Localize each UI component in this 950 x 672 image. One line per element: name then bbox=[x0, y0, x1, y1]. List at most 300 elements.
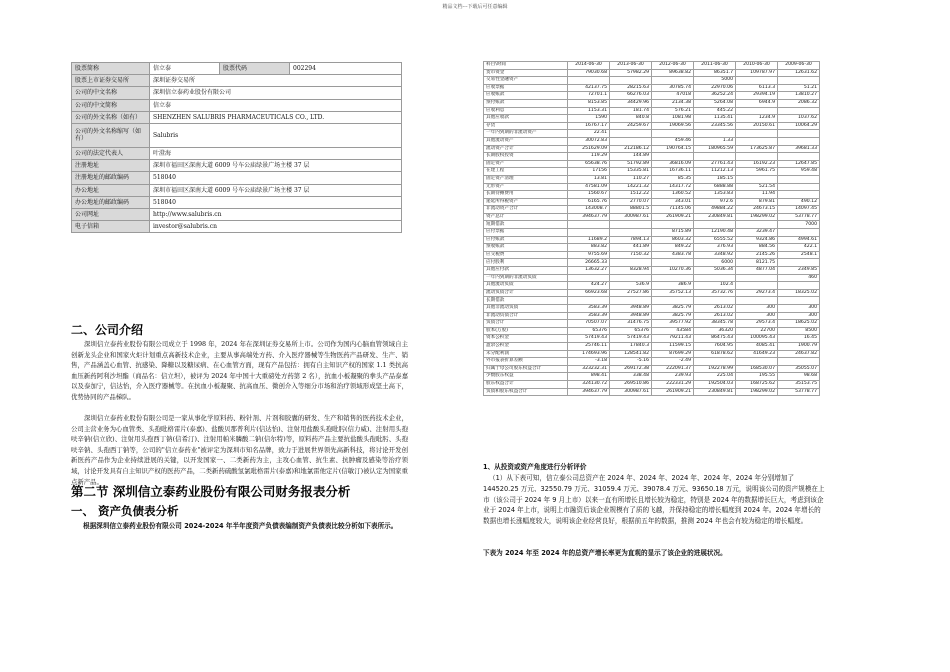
amount-cell: 89638.82 bbox=[652, 69, 694, 77]
amount-cell bbox=[778, 282, 820, 290]
amount-cell: 5000 bbox=[694, 77, 736, 85]
amount-cell bbox=[568, 229, 610, 237]
info-row bbox=[72, 75, 402, 87]
main-section-title: 第二节 深圳信立泰药业股份有限公司财务报表分析 bbox=[71, 484, 351, 499]
account-name-cell: 其他流动资产 bbox=[484, 137, 568, 145]
subsection-title: 一、 资产负债表分析 bbox=[71, 504, 179, 518]
amount-cell: 36252.24 bbox=[694, 92, 736, 100]
amount-cell: 22700 bbox=[736, 327, 778, 335]
amount-cell: 4994.61 bbox=[778, 236, 820, 244]
amount-cell: 6000 bbox=[694, 259, 736, 267]
info-value: 深圳信立泰药业股份有限公司 bbox=[150, 87, 402, 99]
amount-cell: 85.35 bbox=[652, 175, 694, 183]
balance-sheet-row bbox=[484, 388, 820, 396]
account-name-cell: 资产总计 bbox=[484, 213, 568, 221]
amount-cell: 849.22 bbox=[652, 244, 694, 252]
amount-cell: 128541.82 bbox=[610, 350, 652, 358]
account-name-cell: 存货 bbox=[484, 122, 568, 130]
amount-cell bbox=[610, 297, 652, 305]
info-label: 注册地址的邮政编码 bbox=[72, 172, 150, 184]
amount-cell: 35732.76 bbox=[694, 289, 736, 297]
balance-sheet-row bbox=[484, 312, 820, 320]
account-name-cell: 预收账款 bbox=[484, 244, 568, 252]
amount-cell bbox=[736, 130, 778, 138]
amount-cell: 181.74 bbox=[610, 107, 652, 115]
amount-cell bbox=[610, 259, 652, 267]
amount-cell: 51792.89 bbox=[610, 160, 652, 168]
amount-cell: 300 bbox=[778, 312, 820, 320]
balance-sheet-row bbox=[484, 327, 820, 335]
account-name-cell: 长期待摊费用 bbox=[484, 191, 568, 199]
amount-cell: 2086.32 bbox=[778, 99, 820, 107]
account-name-cell: 无形资产 bbox=[484, 183, 568, 191]
account-name-cell: 应付账款 bbox=[484, 236, 568, 244]
amount-cell: 1900.79 bbox=[778, 342, 820, 350]
amount-cell: 343.01 bbox=[652, 198, 694, 206]
amount-cell: 61878.62 bbox=[694, 350, 736, 358]
amount-cell: 2145.26 bbox=[736, 251, 778, 259]
amount-cell: 87699.29 bbox=[652, 350, 694, 358]
amount-cell: 1512.22 bbox=[610, 191, 652, 199]
amount-cell: 16.45 bbox=[778, 335, 820, 343]
amount-cell: 35055.07 bbox=[778, 365, 820, 373]
info-row bbox=[72, 99, 402, 111]
account-name-cell: 股本(万股) bbox=[484, 327, 568, 335]
balance-sheet-row bbox=[484, 221, 820, 229]
info-row bbox=[72, 160, 402, 172]
amount-cell: 2349.85 bbox=[778, 267, 820, 275]
amount-cell: 9755.69 bbox=[568, 251, 610, 259]
amount-cell: 86351.7 bbox=[694, 69, 736, 77]
amount-cell bbox=[778, 183, 820, 191]
amount-cell: 168725.62 bbox=[736, 380, 778, 388]
amount-cell: 2613.02 bbox=[694, 305, 736, 313]
amount-cell: 17156 bbox=[568, 168, 610, 176]
balance-sheet-row bbox=[484, 77, 820, 85]
balance-sheet-row bbox=[484, 297, 820, 305]
amount-cell: 536.9 bbox=[610, 282, 652, 290]
info-value: http://www.salubris.cn bbox=[150, 208, 402, 220]
amount-cell: 459.46 bbox=[652, 137, 694, 145]
amount-cell: 445.22 bbox=[694, 107, 736, 115]
info-label: 公司网址 bbox=[72, 208, 150, 220]
balance-sheet-row bbox=[484, 251, 820, 259]
account-name-cell: 长期借款 bbox=[484, 297, 568, 305]
info-row bbox=[72, 221, 402, 233]
info-label: 公司的中文名称 bbox=[72, 87, 150, 99]
amount-cell: 31476.75 bbox=[610, 320, 652, 328]
amount-cell: 192504.03 bbox=[694, 380, 736, 388]
amount-cell: 300987.61 bbox=[610, 388, 652, 396]
info-label: 公司的法定代表人 bbox=[72, 147, 150, 159]
amount-cell: 13.81 bbox=[568, 175, 610, 183]
balance-sheet-row bbox=[484, 259, 820, 267]
amount-cell: 884.56 bbox=[736, 244, 778, 252]
amount-cell bbox=[778, 191, 820, 199]
amount-cell bbox=[568, 297, 610, 305]
amount-cell: 86475.43 bbox=[694, 335, 736, 343]
amount-cell: 2548.1 bbox=[778, 251, 820, 259]
amount-cell: 15335.81 bbox=[610, 168, 652, 176]
amount-cell bbox=[736, 77, 778, 85]
amount-cell: 269510.86 bbox=[610, 380, 652, 388]
amount-cell: 1353.83 bbox=[694, 191, 736, 199]
column-header: 2014-06-30 bbox=[568, 62, 610, 70]
amount-cell: 251629.09 bbox=[568, 145, 610, 153]
amount-cell: 49884.22 bbox=[694, 206, 736, 214]
info-value: 深圳证券交易所 bbox=[150, 75, 402, 87]
amount-cell: 386.9 bbox=[652, 282, 694, 290]
amount-cell bbox=[568, 274, 610, 282]
amount-cell bbox=[736, 282, 778, 290]
amount-cell: 222091.37 bbox=[652, 365, 694, 373]
amount-cell: 13632.27 bbox=[568, 267, 610, 275]
info-row bbox=[72, 208, 402, 220]
amount-cell bbox=[610, 130, 652, 138]
amount-cell: 23345.56 bbox=[694, 122, 736, 130]
amount-cell bbox=[652, 297, 694, 305]
balance-sheet-row bbox=[484, 115, 820, 123]
balance-sheet-row bbox=[484, 183, 820, 191]
account-name-cell: 应付股利 bbox=[484, 259, 568, 267]
balance-sheet-row bbox=[484, 229, 820, 237]
amount-cell bbox=[694, 130, 736, 138]
amount-cell: 22970.06 bbox=[694, 84, 736, 92]
amount-cell: 39681.33 bbox=[778, 145, 820, 153]
amount-cell: 53778.77 bbox=[778, 213, 820, 221]
amount-cell: 269172.38 bbox=[610, 365, 652, 373]
amount-cell: 394637.79 bbox=[568, 388, 610, 396]
account-name-cell: 递延所得税资产 bbox=[484, 198, 568, 206]
amount-cell: 180965.59 bbox=[694, 145, 736, 153]
balance-sheet-row bbox=[484, 153, 820, 161]
amount-cell: 6113.3 bbox=[736, 84, 778, 92]
account-name-cell: 应交税费 bbox=[484, 251, 568, 259]
amount-cell: 12190.48 bbox=[694, 229, 736, 237]
info-label: 公司的中文简称 bbox=[72, 99, 150, 111]
account-name-cell: 归属于母公司股东权益合计 bbox=[484, 365, 568, 373]
amount-cell: 422.1 bbox=[778, 244, 820, 252]
info-value: 深圳市福田区深南大道 6009 号车公庙绿景广场主楼 37 层 bbox=[150, 184, 402, 196]
amount-cell: 13810.27 bbox=[778, 92, 820, 100]
amount-cell: 5961.75 bbox=[736, 168, 778, 176]
balance-sheet-row bbox=[484, 244, 820, 252]
account-name-cell: 非流动负债合计 bbox=[484, 312, 568, 320]
amount-cell: 65376 bbox=[610, 327, 652, 335]
amount-cell: 42137.75 bbox=[568, 84, 610, 92]
amount-cell: 222331.29 bbox=[652, 380, 694, 388]
amount-cell: 300987.61 bbox=[610, 213, 652, 221]
account-name-cell: 股东权益合计 bbox=[484, 380, 568, 388]
amount-cell: 300 bbox=[736, 312, 778, 320]
balance-sheet-row bbox=[484, 236, 820, 244]
amount-cell: 198299.02 bbox=[736, 213, 778, 221]
account-name-cell: 在建工程 bbox=[484, 168, 568, 176]
amount-cell: 1081.98 bbox=[652, 115, 694, 123]
amount-cell: 441.89 bbox=[610, 244, 652, 252]
amount-cell: 3239.47 bbox=[736, 229, 778, 237]
evaluation-paragraph: （1）从下表可知，信立泰公司总资产在 2024 年、2024 年、2024 年、2024 年、2024 年分别增加了 144520.25 万元、32550.79 万元、31059.4 万元、39078.4 万元、93650.18 万元，说明该公司的资产规模在上市（该公司于 2024 年 9 月上市）以来一直有所增长且增长较为稳定，特别是 2024 年的数据增长巨大，考虑到该企业于 2024 年上市，说明上市融资后该企业规模有了质的飞越，并保持稳定的增长幅度到 2024 年。2024 年增长的数据也增长涨幅度较大，说明该企业经营良好，根据前五年的数据，推测 2024 年也会有较为稳定的增长幅度。 bbox=[483, 474, 825, 526]
account-name-cell: 流动负债合计 bbox=[484, 289, 568, 297]
amount-cell: 20150.61 bbox=[736, 122, 778, 130]
info-label: 注册地址 bbox=[72, 160, 150, 172]
balance-sheet-header-row bbox=[484, 62, 820, 70]
balance-sheet-row bbox=[484, 130, 820, 138]
info-value: Salubris bbox=[150, 123, 402, 147]
amount-cell: 6944.9 bbox=[736, 99, 778, 107]
amount-cell: 1.33 bbox=[694, 137, 736, 145]
amount-cell: 225.04 bbox=[694, 373, 736, 381]
account-name-cell: 长期股权投资 bbox=[484, 153, 568, 161]
info-row bbox=[72, 123, 402, 147]
amount-cell: 79030.68 bbox=[568, 69, 610, 77]
page-header: 精品文档---下载后可任意编辑 bbox=[442, 4, 508, 10]
amount-cell: 261909.21 bbox=[652, 213, 694, 221]
amount-cell: 41649.23 bbox=[736, 350, 778, 358]
balance-sheet-row bbox=[484, 92, 820, 100]
amount-cell: 8715.89 bbox=[652, 229, 694, 237]
amount-cell: 11689.2 bbox=[568, 236, 610, 244]
amount-cell: 12631.62 bbox=[778, 69, 820, 77]
amount-cell bbox=[736, 153, 778, 161]
amount-cell: 119.29 bbox=[568, 153, 610, 161]
account-name-cell: 少数股东权益 bbox=[484, 373, 568, 381]
amount-cell: 7150.32 bbox=[610, 251, 652, 259]
amount-cell: 2134.38 bbox=[652, 99, 694, 107]
amount-cell: 27761.43 bbox=[694, 160, 736, 168]
info-value: SHENZHEN SALUBRIS PHARMACEUTICALS CO., LTD. bbox=[150, 111, 402, 123]
amount-cell: 71145.06 bbox=[652, 206, 694, 214]
column-header: 2009-06-30 bbox=[778, 62, 820, 70]
balance-sheet-row bbox=[484, 380, 820, 388]
amount-cell: 143008.7 bbox=[568, 206, 610, 214]
amount-cell: 24259.67 bbox=[610, 122, 652, 130]
balance-sheet-row bbox=[484, 282, 820, 290]
balance-sheet-row bbox=[484, 342, 820, 350]
info-value: 518040 bbox=[150, 172, 402, 184]
account-name-cell: 一年内到期的非流动资产 bbox=[484, 130, 568, 138]
amount-cell: 79211.43 bbox=[652, 335, 694, 343]
amount-cell: 898.41 bbox=[568, 373, 610, 381]
amount-cell: 6165.76 bbox=[568, 198, 610, 206]
amount-cell: 18325.02 bbox=[778, 289, 820, 297]
balance-sheet-row bbox=[484, 198, 820, 206]
amount-cell: 16736.11 bbox=[652, 168, 694, 176]
balance-sheet-row bbox=[484, 137, 820, 145]
amount-cell bbox=[694, 297, 736, 305]
amount-cell: 174693.96 bbox=[568, 350, 610, 358]
balance-sheet-row bbox=[484, 267, 820, 275]
amount-cell: 51.21 bbox=[778, 84, 820, 92]
amount-cell: 16192.23 bbox=[736, 160, 778, 168]
amount-cell: 300 bbox=[736, 305, 778, 313]
amount-cell bbox=[694, 274, 736, 282]
amount-cell: 959.48 bbox=[778, 168, 820, 176]
info-value: 信立泰 bbox=[150, 99, 402, 111]
amount-cell: 25746.11 bbox=[568, 342, 610, 350]
amount-cell: 1360.52 bbox=[652, 191, 694, 199]
amount-cell: 7894.13 bbox=[610, 236, 652, 244]
amount-cell: 39577.92 bbox=[652, 320, 694, 328]
account-name-cell: 负债和股东权益合计 bbox=[484, 388, 568, 396]
amount-cell: 3948.89 bbox=[610, 305, 652, 313]
amount-cell: 2770.07 bbox=[610, 198, 652, 206]
amount-cell: 18625.02 bbox=[778, 320, 820, 328]
amount-cell: 230849.81 bbox=[694, 388, 736, 396]
amount-cell: 8121.75 bbox=[736, 259, 778, 267]
amount-cell: 43584 bbox=[652, 327, 694, 335]
amount-cell bbox=[778, 358, 820, 366]
info-value: 002294 bbox=[290, 63, 402, 75]
amount-cell: -5.16 bbox=[610, 358, 652, 366]
amount-cell: -3.18 bbox=[568, 358, 610, 366]
amount-cell: 30785.74 bbox=[652, 84, 694, 92]
amount-cell: 5036.34 bbox=[694, 267, 736, 275]
amount-cell: 36320 bbox=[694, 327, 736, 335]
amount-cell bbox=[778, 130, 820, 138]
amount-cell: 30072.83 bbox=[568, 137, 610, 145]
amount-cell: 12647.85 bbox=[778, 160, 820, 168]
account-name-cell: 应收票据 bbox=[484, 84, 568, 92]
amount-cell bbox=[778, 153, 820, 161]
amount-cell: 1590 bbox=[568, 115, 610, 123]
amount-cell: 883.82 bbox=[568, 244, 610, 252]
amount-cell: 35752.13 bbox=[652, 289, 694, 297]
amount-cell bbox=[736, 137, 778, 145]
amount-cell bbox=[778, 175, 820, 183]
amount-cell: 173625.87 bbox=[736, 145, 778, 153]
info-row bbox=[72, 172, 402, 184]
amount-cell: 29273.4 bbox=[736, 289, 778, 297]
amount-cell: 8153.85 bbox=[568, 99, 610, 107]
amount-cell: 109787.97 bbox=[736, 69, 778, 77]
amount-cell: 3948.89 bbox=[610, 312, 652, 320]
balance-sheet-row bbox=[484, 168, 820, 176]
info-row bbox=[72, 111, 402, 123]
amount-cell: 212186.12 bbox=[610, 145, 652, 153]
account-name-cell: 货币资金 bbox=[484, 69, 568, 77]
amount-cell: 34429.96 bbox=[610, 99, 652, 107]
amount-cell: 57419.43 bbox=[568, 335, 610, 343]
amount-cell: 4383.78 bbox=[652, 251, 694, 259]
amount-cell bbox=[736, 221, 778, 229]
amount-cell: 9324.86 bbox=[736, 236, 778, 244]
amount-cell: 7604.95 bbox=[694, 342, 736, 350]
account-name-cell: 非流动资产合计 bbox=[484, 206, 568, 214]
amount-cell: 1234.9 bbox=[736, 115, 778, 123]
account-name-cell: 其他流动负债 bbox=[484, 282, 568, 290]
amount-cell: 19069.56 bbox=[652, 122, 694, 130]
amount-cell: 98.68 bbox=[778, 373, 820, 381]
amount-cell bbox=[736, 175, 778, 183]
amount-cell: 17840.3 bbox=[610, 342, 652, 350]
amount-cell: 26665.33 bbox=[568, 259, 610, 267]
account-name-cell: 流动资产合计 bbox=[484, 145, 568, 153]
amount-cell: 879.81 bbox=[736, 198, 778, 206]
column-header: 2012-06-30 bbox=[652, 62, 694, 70]
amount-cell: 65638.76 bbox=[568, 160, 610, 168]
amount-cell: 300 bbox=[778, 305, 820, 313]
account-name-cell: 一年内到期的非流动负债 bbox=[484, 274, 568, 282]
amount-cell: 490.12 bbox=[778, 198, 820, 206]
amount-cell: 185.15 bbox=[694, 175, 736, 183]
amount-cell: 10064.29 bbox=[778, 122, 820, 130]
amount-cell: 47581.09 bbox=[568, 183, 610, 191]
balance-sheet-row bbox=[484, 320, 820, 328]
amount-cell: 3825.79 bbox=[652, 312, 694, 320]
account-name-cell: 其他应收款 bbox=[484, 115, 568, 123]
amount-cell: 29573.4 bbox=[736, 320, 778, 328]
amount-cell: 323232.31 bbox=[568, 365, 610, 373]
amount-cell bbox=[652, 153, 694, 161]
amount-cell: 324130.72 bbox=[568, 380, 610, 388]
amount-cell bbox=[694, 153, 736, 161]
balance-sheet-row bbox=[484, 191, 820, 199]
balance-sheet-row bbox=[484, 69, 820, 77]
evaluation-conclusion: 下表为 2024 年至 2024 年的总资产增长率更为直观的显示了该企业的进展状况。 bbox=[483, 549, 727, 557]
amount-cell: 27527.86 bbox=[610, 289, 652, 297]
amount-cell bbox=[778, 259, 820, 267]
company-info-table bbox=[71, 62, 402, 233]
amount-cell: 100095.43 bbox=[736, 335, 778, 343]
balance-sheet-row bbox=[484, 175, 820, 183]
amount-cell: 8328.94 bbox=[610, 267, 652, 275]
balance-sheet-row bbox=[484, 84, 820, 92]
amount-cell: 7000 bbox=[778, 221, 820, 229]
amount-cell: 521.54 bbox=[736, 183, 778, 191]
amount-cell: 11.94 bbox=[736, 191, 778, 199]
balance-sheet-row bbox=[484, 305, 820, 313]
amount-cell bbox=[778, 137, 820, 145]
amount-cell bbox=[778, 107, 820, 115]
amount-cell: 1153.31 bbox=[568, 107, 610, 115]
amount-cell: 1560.67 bbox=[568, 191, 610, 199]
amount-cell: 66923.68 bbox=[568, 289, 610, 297]
amount-cell bbox=[736, 358, 778, 366]
amount-cell: 460 bbox=[778, 274, 820, 282]
info-row bbox=[72, 147, 402, 159]
amount-cell: 38345.78 bbox=[694, 320, 736, 328]
amount-cell bbox=[610, 229, 652, 237]
amount-cell: 65376 bbox=[568, 327, 610, 335]
column-header: 2011-06-30 bbox=[694, 62, 736, 70]
account-name-cell: 其他非流动负债 bbox=[484, 305, 568, 313]
amount-cell: 972.6 bbox=[694, 198, 736, 206]
amount-cell bbox=[778, 77, 820, 85]
amount-cell: 35153.75 bbox=[778, 380, 820, 388]
info-label: 股票代码 bbox=[220, 63, 290, 75]
amount-cell bbox=[610, 77, 652, 85]
amount-cell: 8500 bbox=[778, 327, 820, 335]
balance-sheet-row bbox=[484, 122, 820, 130]
amount-cell: 376.93 bbox=[694, 244, 736, 252]
amount-cell bbox=[736, 107, 778, 115]
amount-cell: 53778.77 bbox=[778, 388, 820, 396]
amount-cell bbox=[652, 77, 694, 85]
info-value: 518040 bbox=[150, 196, 402, 208]
amount-cell: 239.93 bbox=[652, 373, 694, 381]
amount-cell bbox=[652, 221, 694, 229]
info-value: 深圳市福田区深南大道 6009 号车公庙绿景广场主楼 37 层 bbox=[150, 160, 402, 172]
amount-cell: 22.41 bbox=[568, 130, 610, 138]
amount-cell: 192278.99 bbox=[694, 365, 736, 373]
info-value: 信立泰 bbox=[150, 63, 220, 75]
info-label: 公司的外文名称（如有） bbox=[72, 111, 150, 123]
amount-cell: 2613.02 bbox=[694, 312, 736, 320]
account-name-cell: 应付票据 bbox=[484, 229, 568, 237]
amount-cell: 3825.79 bbox=[652, 305, 694, 313]
amount-cell: 6888.88 bbox=[694, 183, 736, 191]
